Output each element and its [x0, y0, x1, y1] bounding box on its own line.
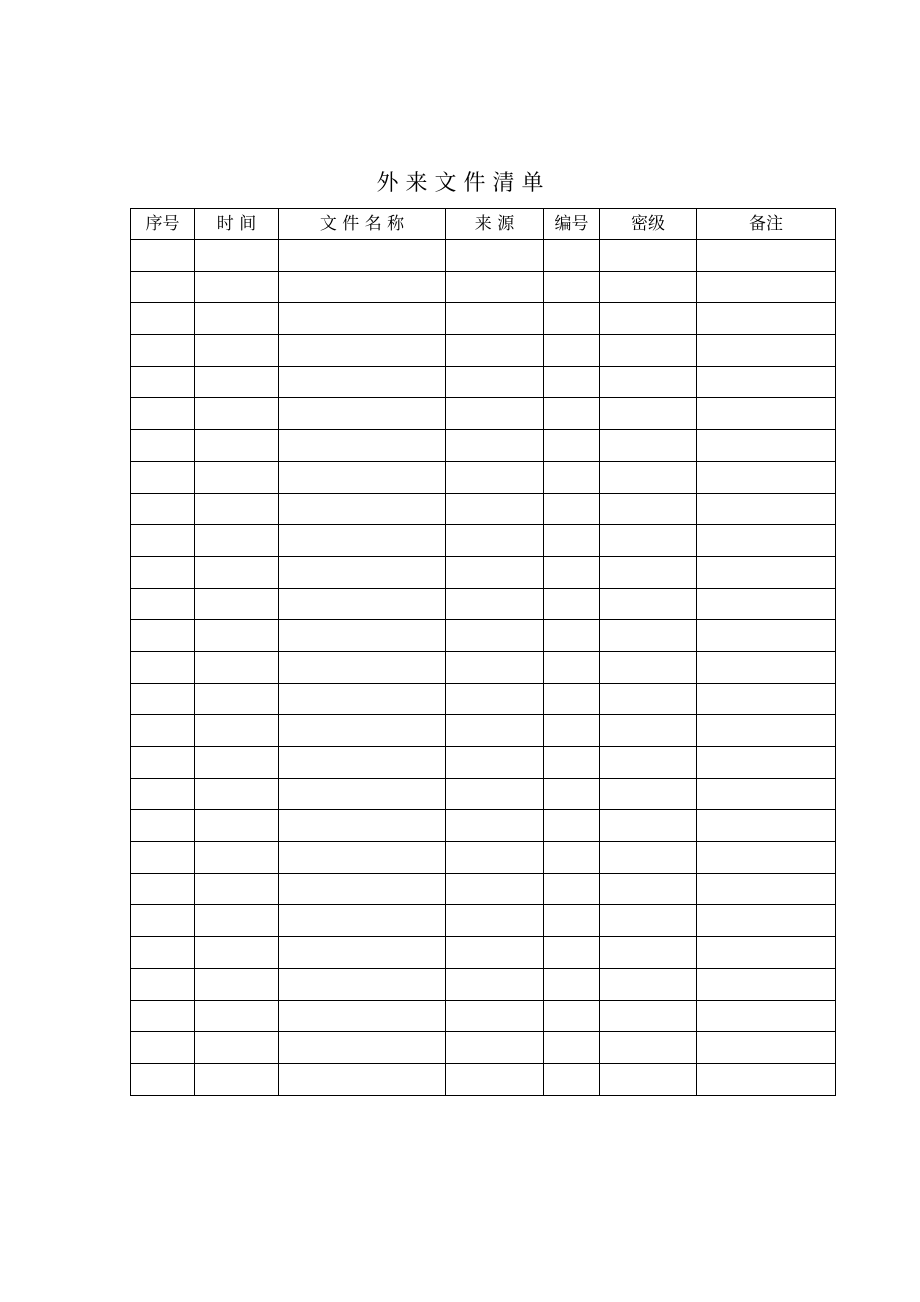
table-body [131, 240, 836, 1096]
cell-file-name[interactable] [279, 905, 446, 937]
cell-secret-level[interactable] [600, 873, 697, 905]
cell-secret-level[interactable] [600, 556, 697, 588]
cell-source[interactable] [446, 461, 544, 493]
cell-remarks[interactable] [697, 1032, 836, 1064]
cell-number[interactable] [544, 588, 600, 620]
cell-secret-level[interactable] [600, 1000, 697, 1032]
table-row [131, 1000, 836, 1032]
cell-remarks[interactable] [697, 715, 836, 747]
cell-remarks[interactable] [697, 493, 836, 525]
cell-remarks[interactable] [697, 525, 836, 557]
cell-remarks[interactable] [697, 747, 836, 779]
table-row [131, 810, 836, 842]
cell-file-name[interactable] [279, 525, 446, 557]
page-title: 外 来 文 件 清 单 [376, 171, 544, 196]
table-row [131, 1063, 836, 1095]
column-header-secret-level: 密级 [600, 209, 697, 240]
cell-time[interactable] [195, 430, 279, 462]
table-row [131, 747, 836, 779]
cell-seq[interactable] [131, 1063, 195, 1095]
cell-secret-level[interactable] [600, 715, 697, 747]
cell-number[interactable] [544, 366, 600, 398]
cell-source[interactable] [446, 525, 544, 557]
cell-secret-level[interactable] [600, 366, 697, 398]
cell-file-name[interactable] [279, 1000, 446, 1032]
table-row [131, 303, 836, 335]
cell-remarks[interactable] [697, 303, 836, 335]
cell-number[interactable] [544, 842, 600, 874]
cell-source[interactable] [446, 651, 544, 683]
cell-number[interactable] [544, 556, 600, 588]
cell-seq[interactable] [131, 747, 195, 779]
cell-source[interactable] [446, 968, 544, 1000]
cell-file-name[interactable] [279, 873, 446, 905]
cell-time[interactable] [195, 303, 279, 335]
cell-seq[interactable] [131, 1000, 195, 1032]
cell-remarks[interactable] [697, 1063, 836, 1095]
cell-seq[interactable] [131, 842, 195, 874]
table-row [131, 588, 836, 620]
cell-file-name[interactable] [279, 588, 446, 620]
cell-number[interactable] [544, 651, 600, 683]
cell-number[interactable] [544, 525, 600, 557]
cell-source[interactable] [446, 430, 544, 462]
cell-remarks[interactable] [697, 366, 836, 398]
table-row [131, 240, 836, 272]
cell-source[interactable] [446, 683, 544, 715]
cell-time[interactable] [195, 937, 279, 969]
table-row [131, 873, 836, 905]
cell-time[interactable] [195, 810, 279, 842]
cell-seq[interactable] [131, 873, 195, 905]
cell-remarks[interactable] [697, 556, 836, 588]
cell-time[interactable] [195, 620, 279, 652]
cell-time[interactable] [195, 968, 279, 1000]
cell-time[interactable] [195, 715, 279, 747]
column-header-source: 来 源 [446, 209, 544, 240]
cell-file-name[interactable] [279, 1032, 446, 1064]
table-row [131, 335, 836, 367]
cell-source[interactable] [446, 842, 544, 874]
cell-number[interactable] [544, 461, 600, 493]
cell-number[interactable] [544, 873, 600, 905]
table-row [131, 905, 836, 937]
cell-source[interactable] [446, 1000, 544, 1032]
cell-time[interactable] [195, 461, 279, 493]
cell-seq[interactable] [131, 651, 195, 683]
table-row [131, 683, 836, 715]
cell-remarks[interactable] [697, 461, 836, 493]
cell-time[interactable] [195, 1032, 279, 1064]
cell-remarks[interactable] [697, 335, 836, 367]
cell-file-name[interactable] [279, 303, 446, 335]
cell-time[interactable] [195, 842, 279, 874]
cell-secret-level[interactable] [600, 461, 697, 493]
table-row [131, 461, 836, 493]
cell-seq[interactable] [131, 335, 195, 367]
cell-secret-level[interactable] [600, 937, 697, 969]
cell-seq[interactable] [131, 968, 195, 1000]
cell-source[interactable] [446, 905, 544, 937]
cell-number[interactable] [544, 271, 600, 303]
cell-remarks[interactable] [697, 588, 836, 620]
cell-file-name[interactable] [279, 1063, 446, 1095]
column-header-remarks: 备注 [697, 209, 836, 240]
cell-remarks[interactable] [697, 683, 836, 715]
cell-file-name[interactable] [279, 398, 446, 430]
cell-seq[interactable] [131, 398, 195, 430]
cell-source[interactable] [446, 588, 544, 620]
table-row [131, 398, 836, 430]
table-row [131, 778, 836, 810]
table-header [131, 209, 836, 240]
cell-remarks[interactable] [697, 398, 836, 430]
cell-seq[interactable] [131, 240, 195, 272]
cell-remarks[interactable] [697, 620, 836, 652]
cell-time[interactable] [195, 588, 279, 620]
cell-number[interactable] [544, 335, 600, 367]
cell-secret-level[interactable] [600, 588, 697, 620]
table-row [131, 715, 836, 747]
table-row [131, 937, 836, 969]
cell-time[interactable] [195, 1063, 279, 1095]
cell-time[interactable] [195, 271, 279, 303]
cell-secret-level[interactable] [600, 303, 697, 335]
cell-time[interactable] [195, 778, 279, 810]
table-row [131, 620, 836, 652]
cell-file-name[interactable] [279, 620, 446, 652]
cell-seq[interactable] [131, 430, 195, 462]
cell-seq[interactable] [131, 303, 195, 335]
cell-seq[interactable] [131, 493, 195, 525]
cell-file-name[interactable] [279, 715, 446, 747]
cell-file-name[interactable] [279, 778, 446, 810]
table-row [131, 968, 836, 1000]
cell-source[interactable] [446, 556, 544, 588]
cell-source[interactable] [446, 271, 544, 303]
table-row [131, 651, 836, 683]
cell-secret-level[interactable] [600, 747, 697, 779]
cell-number[interactable] [544, 303, 600, 335]
table-row [131, 493, 836, 525]
cell-source[interactable] [446, 303, 544, 335]
cell-remarks[interactable] [697, 240, 836, 272]
cell-file-name[interactable] [279, 240, 446, 272]
cell-seq[interactable] [131, 525, 195, 557]
cell-source[interactable] [446, 620, 544, 652]
cell-secret-level[interactable] [600, 842, 697, 874]
cell-remarks[interactable] [697, 651, 836, 683]
table-row [131, 271, 836, 303]
cell-secret-level[interactable] [600, 1063, 697, 1095]
cell-source[interactable] [446, 398, 544, 430]
cell-seq[interactable] [131, 683, 195, 715]
cell-remarks[interactable] [697, 778, 836, 810]
cell-number[interactable] [544, 493, 600, 525]
cell-time[interactable] [195, 493, 279, 525]
cell-source[interactable] [446, 1063, 544, 1095]
cell-file-name[interactable] [279, 651, 446, 683]
cell-source[interactable] [446, 937, 544, 969]
cell-seq[interactable] [131, 715, 195, 747]
cell-number[interactable] [544, 1000, 600, 1032]
cell-remarks[interactable] [697, 873, 836, 905]
cell-file-name[interactable] [279, 937, 446, 969]
cell-time[interactable] [195, 335, 279, 367]
cell-number[interactable] [544, 715, 600, 747]
column-header-seq: 序号 [131, 209, 195, 240]
cell-number[interactable] [544, 937, 600, 969]
cell-number[interactable] [544, 968, 600, 1000]
cell-time[interactable] [195, 556, 279, 588]
cell-source[interactable] [446, 1032, 544, 1064]
cell-file-name[interactable] [279, 968, 446, 1000]
cell-file-name[interactable] [279, 335, 446, 367]
cell-secret-level[interactable] [600, 430, 697, 462]
cell-source[interactable] [446, 240, 544, 272]
cell-file-name[interactable] [279, 747, 446, 779]
cell-seq[interactable] [131, 1032, 195, 1064]
cell-file-name[interactable] [279, 683, 446, 715]
cell-secret-level[interactable] [600, 810, 697, 842]
table-row [131, 366, 836, 398]
cell-time[interactable] [195, 398, 279, 430]
column-header-time: 时 间 [195, 209, 279, 240]
cell-secret-level[interactable] [600, 778, 697, 810]
cell-time[interactable] [195, 525, 279, 557]
table-row [131, 430, 836, 462]
cell-seq[interactable] [131, 620, 195, 652]
cell-file-name[interactable] [279, 556, 446, 588]
cell-secret-level[interactable] [600, 620, 697, 652]
document-list-table [130, 208, 836, 1096]
column-header-file-name: 文 件 名 称 [279, 209, 446, 240]
cell-seq[interactable] [131, 588, 195, 620]
cell-time[interactable] [195, 905, 279, 937]
cell-time[interactable] [195, 1000, 279, 1032]
cell-time[interactable] [195, 651, 279, 683]
column-header-number: 编号 [544, 209, 600, 240]
table-row [131, 556, 836, 588]
cell-secret-level[interactable] [600, 651, 697, 683]
cell-time[interactable] [195, 873, 279, 905]
cell-time[interactable] [195, 366, 279, 398]
cell-number[interactable] [544, 430, 600, 462]
cell-number[interactable] [544, 1032, 600, 1064]
cell-seq[interactable] [131, 366, 195, 398]
cell-file-name[interactable] [279, 366, 446, 398]
cell-seq[interactable] [131, 271, 195, 303]
cell-file-name[interactable] [279, 842, 446, 874]
cell-number[interactable] [544, 905, 600, 937]
cell-remarks[interactable] [697, 271, 836, 303]
cell-number[interactable] [544, 778, 600, 810]
cell-remarks[interactable] [697, 842, 836, 874]
cell-source[interactable] [446, 335, 544, 367]
cell-remarks[interactable] [697, 810, 836, 842]
cell-secret-level[interactable] [600, 335, 697, 367]
cell-number[interactable] [544, 1063, 600, 1095]
table-row [131, 842, 836, 874]
cell-file-name[interactable] [279, 430, 446, 462]
cell-file-name[interactable] [279, 493, 446, 525]
cell-secret-level[interactable] [600, 493, 697, 525]
cell-secret-level[interactable] [600, 525, 697, 557]
cell-secret-level[interactable] [600, 905, 697, 937]
cell-file-name[interactable] [279, 810, 446, 842]
cell-number[interactable] [544, 240, 600, 272]
cell-seq[interactable] [131, 461, 195, 493]
cell-source[interactable] [446, 873, 544, 905]
cell-source[interactable] [446, 366, 544, 398]
cell-seq[interactable] [131, 905, 195, 937]
cell-remarks[interactable] [697, 968, 836, 1000]
cell-source[interactable] [446, 810, 544, 842]
cell-remarks[interactable] [697, 430, 836, 462]
cell-remarks[interactable] [697, 937, 836, 969]
cell-number[interactable] [544, 747, 600, 779]
cell-source[interactable] [446, 747, 544, 779]
cell-seq[interactable] [131, 810, 195, 842]
cell-number[interactable] [544, 810, 600, 842]
cell-secret-level[interactable] [600, 683, 697, 715]
cell-file-name[interactable] [279, 461, 446, 493]
cell-number[interactable] [544, 620, 600, 652]
cell-source[interactable] [446, 778, 544, 810]
cell-source[interactable] [446, 715, 544, 747]
cell-number[interactable] [544, 398, 600, 430]
cell-time[interactable] [195, 240, 279, 272]
cell-seq[interactable] [131, 778, 195, 810]
cell-seq[interactable] [131, 556, 195, 588]
cell-secret-level[interactable] [600, 398, 697, 430]
cell-remarks[interactable] [697, 1000, 836, 1032]
table-row [131, 525, 836, 557]
cell-secret-level[interactable] [600, 968, 697, 1000]
cell-file-name[interactable] [279, 271, 446, 303]
cell-remarks[interactable] [697, 905, 836, 937]
cell-source[interactable] [446, 493, 544, 525]
cell-number[interactable] [544, 683, 600, 715]
cell-secret-level[interactable] [600, 240, 697, 272]
cell-secret-level[interactable] [600, 271, 697, 303]
table-row [131, 1032, 836, 1064]
header-row [131, 209, 836, 240]
cell-secret-level[interactable] [600, 1032, 697, 1064]
cell-seq[interactable] [131, 937, 195, 969]
cell-time[interactable] [195, 683, 279, 715]
cell-time[interactable] [195, 747, 279, 779]
